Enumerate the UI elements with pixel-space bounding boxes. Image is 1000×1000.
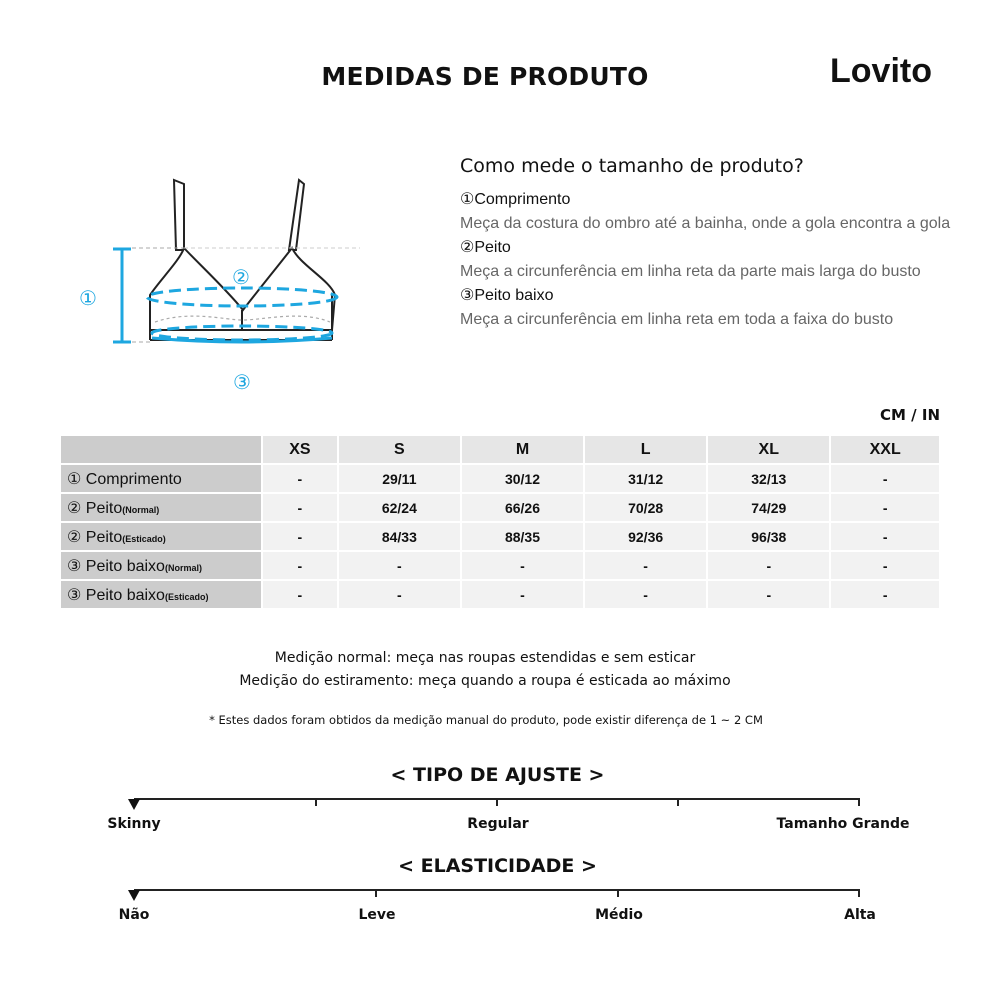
table-cell: 29/11 xyxy=(339,465,460,492)
table-cell: 96/38 xyxy=(708,523,829,550)
fit-tick xyxy=(315,798,317,806)
table-cell: - xyxy=(831,581,939,608)
fit-label-skinny: Skinny xyxy=(107,816,161,832)
marker-length: ① xyxy=(79,286,97,310)
table-cell: - xyxy=(339,581,460,608)
table-row xyxy=(61,552,939,579)
howto-desc-underbust: Meça a circunferência em linha reta em toda a faixa do busto xyxy=(460,311,894,328)
table-cell: - xyxy=(708,581,829,608)
fit-tick xyxy=(858,798,860,806)
fit-title: < TIPO DE AJUSTE > xyxy=(390,764,605,786)
table-row xyxy=(61,523,939,550)
size-header: L xyxy=(585,436,706,463)
note-stretch: Medição do estiramento: meça quando a roupa é esticada ao máximo xyxy=(239,673,731,689)
table-cell: - xyxy=(263,465,337,492)
table-cell: 84/33 xyxy=(339,523,460,550)
table-cell: 92/36 xyxy=(585,523,706,550)
row-label: ② Peito(Esticado) xyxy=(61,523,261,550)
size-header: XS xyxy=(263,436,337,463)
elasticity-label-none: Não xyxy=(118,907,150,923)
elasticity-title: < ELASTICIDADE > xyxy=(398,855,597,877)
elasticity-selected-marker xyxy=(128,890,140,901)
table-cell: 74/29 xyxy=(708,494,829,521)
size-header-row xyxy=(61,436,939,463)
elasticity-label-medium: Médio xyxy=(595,907,643,923)
howto-desc-chest: Meça a circunferência em linha reta da parte mais larga do busto xyxy=(460,263,921,280)
row-label: ① Comprimento xyxy=(61,465,261,492)
elasticity-scale-line xyxy=(134,889,860,891)
table-cell: - xyxy=(462,552,583,579)
brand-logo: Lovito xyxy=(830,52,932,90)
table-cell: 70/28 xyxy=(585,494,706,521)
row-label: ③ Peito baixo(Normal) xyxy=(61,552,261,579)
elasticity-tick xyxy=(858,889,860,897)
page-title: MEDIDAS DE PRODUTO xyxy=(321,62,649,91)
table-cell: - xyxy=(831,494,939,521)
table-row xyxy=(61,465,939,492)
fit-tick xyxy=(496,798,498,806)
note-normal: Medição normal: meça nas roupas estendidas e sem esticar xyxy=(274,650,696,666)
table-cell: 31/12 xyxy=(585,465,706,492)
bra-outline xyxy=(150,180,335,340)
table-cell: 30/12 xyxy=(462,465,583,492)
size-header: XL xyxy=(708,436,829,463)
unit-label: CM / IN xyxy=(880,406,940,424)
howto-heading-length: ①Comprimento xyxy=(460,191,571,208)
table-cell: - xyxy=(263,581,337,608)
table-cell: - xyxy=(708,552,829,579)
table-cell: - xyxy=(831,552,939,579)
table-cell: - xyxy=(339,552,460,579)
howto-list xyxy=(460,188,960,332)
howto-desc-length: Meça da costura do ombro até a bainha, onde a gola encontra a gola xyxy=(460,215,951,232)
table-cell: - xyxy=(831,523,939,550)
row-label: ③ Peito baixo(Esticado) xyxy=(61,581,261,608)
note-disclaimer: * Estes dados foram obtidos da medição manual do produto, pode existir diferença de 1 ~ 2 CM xyxy=(209,713,763,727)
elasticity-label-light: Leve xyxy=(358,907,396,923)
howto-heading-underbust: ③Peito baixo xyxy=(460,287,554,304)
table-cell: 32/13 xyxy=(708,465,829,492)
table-cell: - xyxy=(263,523,337,550)
table-row xyxy=(61,581,939,608)
table-cell: - xyxy=(585,552,706,579)
bra-diagram xyxy=(60,170,370,400)
howto-heading-chest: ②Peito xyxy=(460,239,511,256)
marker-chest: ② xyxy=(232,265,250,289)
row-label: ② Peito(Normal) xyxy=(61,494,261,521)
table-corner xyxy=(61,436,261,463)
fit-label-regular: Regular xyxy=(467,816,529,832)
table-row xyxy=(61,494,939,521)
fit-label-plus: Tamanho Grande xyxy=(776,816,910,832)
table-cell: - xyxy=(462,581,583,608)
table-cell: - xyxy=(585,581,706,608)
table-cell: - xyxy=(831,465,939,492)
marker-underbust: ③ xyxy=(233,370,251,394)
howto-title: Como mede o tamanho de produto? xyxy=(460,155,804,177)
fit-selected-marker xyxy=(128,799,140,810)
size-header: M xyxy=(462,436,583,463)
table-cell: - xyxy=(263,552,337,579)
fit-tick xyxy=(677,798,679,806)
table-cell: 62/24 xyxy=(339,494,460,521)
size-table xyxy=(59,434,941,610)
table-cell: - xyxy=(263,494,337,521)
size-header: XXL xyxy=(831,436,939,463)
elasticity-tick xyxy=(375,889,377,897)
size-header: S xyxy=(339,436,460,463)
table-cell: 88/35 xyxy=(462,523,583,550)
elasticity-label-high: Alta xyxy=(844,907,876,923)
table-cell: 66/26 xyxy=(462,494,583,521)
elasticity-tick xyxy=(617,889,619,897)
